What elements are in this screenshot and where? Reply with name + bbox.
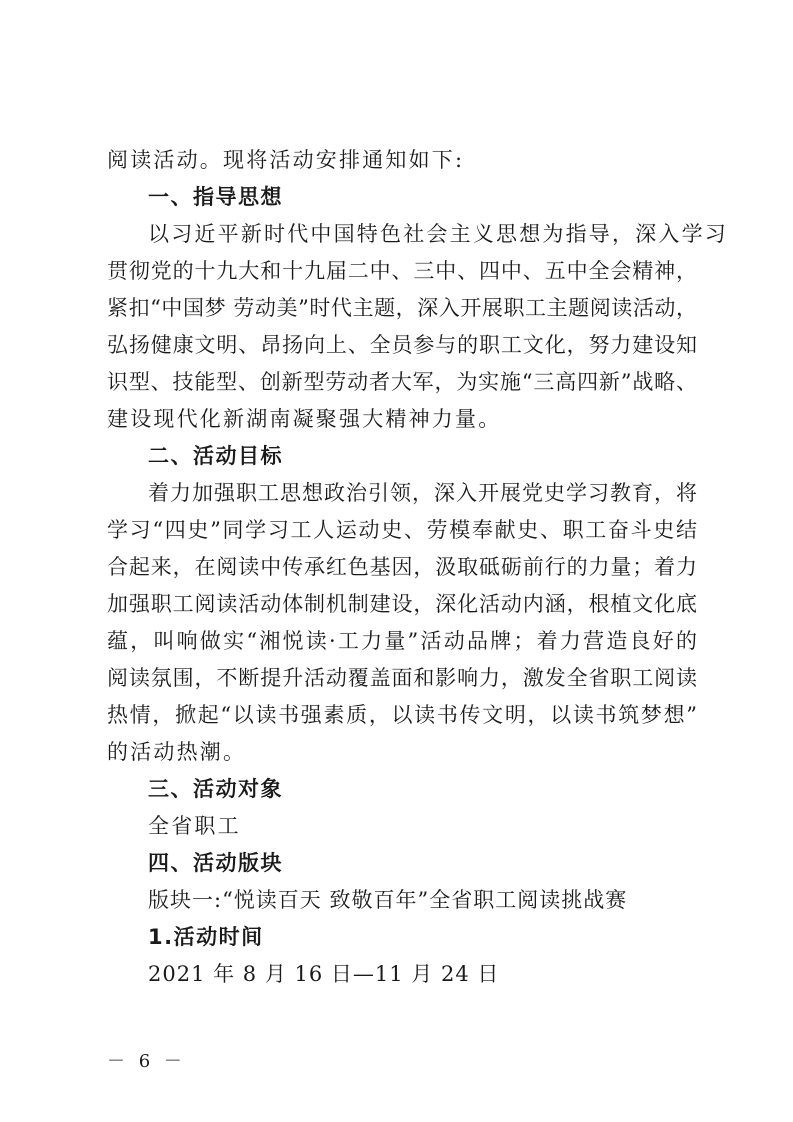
section-heading-activity-goals: 二、活动目标 <box>148 444 283 468</box>
paragraph-line: 建设现代化新湖南凝聚强大精神力量。 <box>107 407 502 431</box>
paragraph-line: 的活动热潮。 <box>107 740 247 764</box>
paragraph-line: 合起来，在阅读中传承红色基因，汲取砥砺前行的力量；着力 <box>107 555 697 579</box>
section-heading-activity-target: 三、活动对象 <box>148 777 283 801</box>
paragraph-line: 阅读氛围，不断提升活动覆盖面和影响力，激发全省职工阅读 <box>107 666 697 690</box>
subsection-heading-activity-time: 1.活动时间 <box>148 925 264 949</box>
paragraph-line: 紧扣“中国梦 劳动美”时代主题，深入开展职工主题阅读活动， <box>107 296 697 320</box>
paragraph-line: 贯彻党的十九大和十九届二中、三中、四中、五中全会精神， <box>107 259 697 283</box>
paragraph-line: 着力加强职工思想政治引领，深入开展党史学习教育，将 <box>148 481 697 505</box>
paragraph-line: 弘扬健康文明、昂扬向上、全员参与的职工文化，努力建设知 <box>107 333 697 357</box>
paragraph-line: 学习“四史”同学习工人运动史、劳模奉献史、职工奋斗史结 <box>107 518 697 542</box>
section-heading-activity-sections: 四、活动版块 <box>148 851 283 875</box>
paragraph-line: 版块一:“悦读百天 致敬百年”全省职工阅读挑战赛 <box>148 888 628 912</box>
paragraph-line: 热情，掀起“以读书强素质，以读书传文明，以读书筑梦想” <box>107 703 697 727</box>
paragraph-line: 全省职工 <box>148 814 241 838</box>
paragraph-line: 阅读活动。现将活动安排通知如下: <box>107 148 465 172</box>
paragraph-line: 以习近平新时代中国特色社会主义思想为指导，深入学习 <box>148 222 728 246</box>
activity-date-range: 2021 年 8 月 16 日—11 月 24 日 <box>148 962 500 986</box>
page-number: － 6 － <box>107 1051 186 1072</box>
section-heading-guiding-ideology: 一、指导思想 <box>148 185 283 209</box>
paragraph-line: 蕴，叫响做实“湘悦读·工力量”活动品牌；着力营造良好的 <box>107 629 697 653</box>
paragraph-line: 加强职工阅读活动体制机制建设，深化活动内涵，根植文化底 <box>107 592 697 616</box>
paragraph-line: 识型、技能型、创新型劳动者大军，为实施“三高四新”战略、 <box>107 370 697 394</box>
